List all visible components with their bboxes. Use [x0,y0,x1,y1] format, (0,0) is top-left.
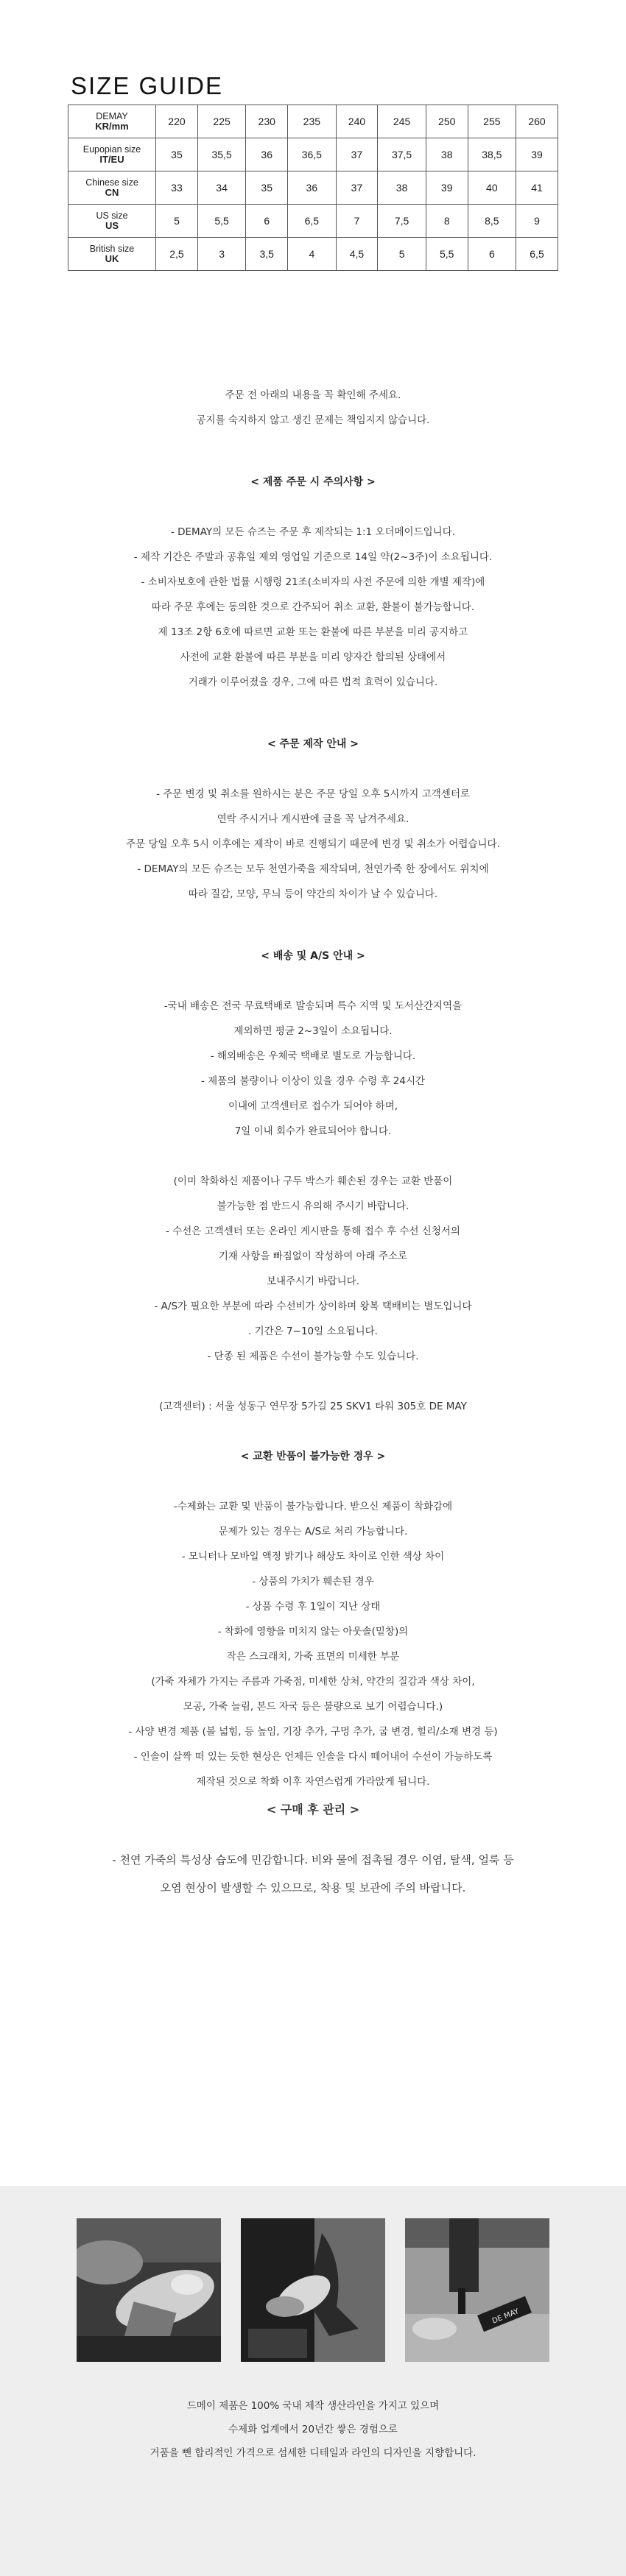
purchase-notice [0,383,626,1794]
notice-line: 따라 질감, 모양, 무늬 등이 약간의 차이가 날 수 있습니다. [188,888,438,900]
brand-line: 수제화 업계에서 20년간 쌓은 경험으로 [228,2424,398,2435]
size-cell: 9 [516,205,558,238]
notice-line: - 인솔이 살짝 떠 있는 듯한 현상은 언제든 인솔을 다시 떼어내어 수선이 가능하도록 [133,1751,493,1763]
notice-line: - 사양 변경 제품 (볼 넓힘, 등 높임, 기장 추가, 구멍 추가, 굽 변경, 힐리/소재 변경 등) [128,1726,498,1738]
notice-line: - 소비자보호에 관한 법률 시행령 21조(소비자의 사전 주문에 의한 개별 제작)에 [141,576,485,588]
size-cell: 3 [197,238,245,271]
size-row [68,171,558,205]
notice-line: 사전에 교환 환불에 따른 부분을 미리 양자간 합의된 상태에서 [180,651,446,663]
size-cell: 33 [156,171,198,205]
de-may-label: DE MAY [490,2307,521,2326]
no-return-heading: < 교환 반품이 불가능한 경우 > [240,1451,386,1462]
size-cell: 39 [426,171,468,205]
size-system-name: Eupopian size [82,144,141,155]
notice-line: - 해외배송은 우체국 택배로 별도로 가능합니다. [210,1050,416,1062]
notice-line: 제 13조 2항 6호에 따르면 교환 또는 환불에 따른 부분을 미리 공지하고 [158,626,468,638]
notice-line: - 착화에 영향을 미치지 않는 아웃솔(밑창)의 [217,1626,409,1638]
size-cell: 4,5 [336,238,378,271]
size-row [68,138,558,171]
sewing-machine-photo [405,2218,549,2362]
notice-line: - A/S가 필요한 부분에 따라 수선비가 상이하며 왕복 택배비는 별도입니다 [154,1301,472,1312]
size-row-header [68,138,156,171]
notice-line: 이내에 고객센터로 접수가 되어야 하며, [228,1100,398,1112]
size-cell: 35,5 [197,138,245,171]
size-cell: 2,5 [156,238,198,271]
size-cell: 38 [426,138,468,171]
size-cell: 36,5 [288,138,336,171]
size-cell: 230 [246,105,288,138]
size-cell: 260 [516,105,558,138]
size-cell: 5,5 [197,205,245,238]
size-row [68,205,558,238]
size-guide-title: SIZE GUIDE [71,72,224,99]
size-row-header [68,105,156,138]
size-cell: 3,5 [246,238,288,271]
notice-line: 제작된 것으로 착화 이후 자연스럽게 가라앉게 됩니다. [196,1776,430,1788]
size-cell: 225 [197,105,245,138]
size-cell: 7 [336,205,378,238]
notice-line: - 수선은 고객센터 또는 온라인 게시판을 통해 접수 후 수선 신청서의 [166,1225,460,1237]
size-cell: 6,5 [516,238,558,271]
notice-line: - 주문 변경 및 취소를 원하시는 분은 주문 당일 오후 5시까지 고객센터로 [156,788,470,800]
size-cell: 250 [426,105,468,138]
size-cell: 7,5 [378,205,426,238]
size-cell: 39 [516,138,558,171]
care-heading: < 구매 후 관리 > [266,1802,360,1816]
size-cell: 5,5 [426,238,468,271]
notice-line: 따라 주문 후에는 동의한 것으로 간주되어 취소 교환, 환불이 불가능합니다. [151,601,475,613]
care-line: 오염 현상이 발생할 수 있으므로, 착용 및 보관에 주의 바랍니다. [160,1881,466,1894]
size-cell: 5 [156,205,198,238]
size-row-header [68,171,156,205]
size-system-name: DEMAY [96,111,128,121]
size-cell: 8,5 [468,205,516,238]
size-system-name: Chinese size [85,177,138,188]
notice-line: 주문 당일 오후 5시 이후에는 제작이 바로 진행되기 때문에 변경 및 취소가 어렵습니다. [126,838,500,850]
size-cell: 245 [378,105,426,138]
shipping-notice-heading: < 배송 및 A/S 안내 > [261,950,365,962]
size-row-header [68,205,156,238]
size-cell: 41 [516,171,558,205]
size-cell: 35 [246,171,288,205]
production-notice-heading: < 주문 제작 안내 > [267,738,359,750]
notice-line: - 상품의 가치가 훼손된 경우 [252,1576,374,1588]
size-system-code: KR/mm [95,121,129,132]
size-cell: 37 [336,138,378,171]
size-system-code: UK [105,253,119,264]
notice-line: (이미 착화하신 제품이나 구두 박스가 훼손된 경우는 교환 반품이 [173,1175,453,1187]
size-row [68,105,558,138]
notice-line: - 단종 된 제품은 수선이 불가능할 수도 있습니다. [207,1351,419,1362]
order-notice-heading: < 제품 주문 시 주의사항 > [250,476,376,488]
size-cell: 6 [246,205,288,238]
size-cell: 8 [426,205,468,238]
notice-line: 제외하면 평균 2~3일이 소요됩니다. [233,1025,393,1037]
size-cell: 35 [156,138,198,171]
brand-line: 거품을 뺀 합리적인 가격으로 섬세한 디테일과 라인의 디자인을 지향합니다. [150,2447,476,2459]
size-cell: 40 [468,171,516,205]
shoe-lasting-photo [241,2218,385,2362]
brand-description [0,2394,626,2465]
notice-line: 작은 스크래치, 가죽 표면의 미세한 부분 [226,1651,400,1663]
intro-line: 주문 전 아래의 내용을 꼭 확인해 주세요. [225,389,401,401]
size-row [68,238,558,271]
notice-line: - DEMAY의 모든 슈즈는 주문 후 제작되는 1:1 오더메이드입니다. [170,526,456,538]
notice-line: 불가능한 점 반드시 유의해 주시기 바랍니다. [217,1200,409,1212]
notice-line: 거래가 이루어졌을 경우, 그에 따른 법적 효력이 있습니다. [188,676,438,688]
notice-line: 문제가 있는 경우는 A/S로 처리 가능합니다. [218,1526,408,1538]
size-cell: 6 [468,238,516,271]
size-cell: 5 [378,238,426,271]
size-cell: 37,5 [378,138,426,171]
size-cell: 38,5 [468,138,516,171]
notice-line: 모공, 가죽 늘림, 본드 자국 등은 불량으로 보기 어렵습니다.) [183,1701,443,1713]
notice-line: 기재 사항을 빠짐없이 작성하여 아래 주소로 [218,1250,408,1262]
care-line: - 천연 가죽의 특성상 습도에 민감합니다. 비와 물에 접촉될 경우 이염, 탈색, 얼룩 등 [112,1853,514,1866]
notice-line: 보내주시기 바랍니다. [267,1275,359,1287]
size-cell: 34 [197,171,245,205]
size-cell: 255 [468,105,516,138]
size-cell: 36 [288,171,336,205]
size-cell: 6,5 [288,205,336,238]
notice-line: . 기간은 7~10일 소요됩니다. [248,1326,378,1337]
care-section [0,1796,626,1902]
size-cell: 4 [288,238,336,271]
notice-line: - 제품의 불량이나 이상이 있을 경우 수령 후 24시간 [200,1075,426,1087]
size-cell: 37 [336,171,378,205]
notice-line: -수제화는 교환 및 반품이 불가능합니다. 받으신 제품이 착화감에 [173,1501,453,1512]
brand-line: 드메이 제품은 100% 국내 제작 생산라인을 가지고 있으며 [186,2400,440,2412]
size-row-header [68,238,156,271]
intro-line: 공지를 숙지하지 않고 생긴 문제는 책임지지 않습니다. [196,414,430,426]
notice-line: - 상품 수령 후 1일이 지난 상태 [245,1601,381,1613]
size-cell: 220 [156,105,198,138]
notice-line: -국내 배송은 전국 무료택배로 발송되며 특수 지역 및 도서산간지역을 [163,1000,463,1012]
notice-line: 7일 이내 회수가 완료되어야 합니다. [234,1125,392,1137]
shoe-sanding-photo [77,2218,221,2362]
size-cell: 235 [288,105,336,138]
size-system-name: US size [96,210,128,221]
size-system-code: US [105,220,119,231]
size-system-name: British size [89,244,135,254]
size-cell: 36 [246,138,288,171]
size-guide-table [68,105,558,271]
size-cell: 240 [336,105,378,138]
notice-line: (가죽 자체가 가지는 주름과 가죽점, 미세한 상처, 약간의 질감과 색상 차이, [151,1676,475,1688]
size-cell: 38 [378,171,426,205]
notice-line: 연락 주시거나 게시판에 글을 꼭 남겨주세요. [217,813,409,825]
notice-line: - DEMAY의 모든 슈즈는 모두 천연가죽을 제작되며, 천연가죽 한 장에서도 위치에 [137,863,489,875]
customer-center-address: (고객센터) : 서울 성동구 연무장 5가길 25 SKV1 타워 305호 DE MAY [159,1401,467,1412]
notice-line: - 모니터나 모바일 액정 밝기나 해상도 차이로 인한 색상 차이 [181,1551,445,1563]
size-system-code: IT/EU [99,154,124,165]
size-system-code: CN [105,187,119,198]
notice-line: - 제작 기간은 주말과 공휴일 제외 영업일 기준으로 14일 약(2~3주)이 소요됩니다. [133,551,493,563]
